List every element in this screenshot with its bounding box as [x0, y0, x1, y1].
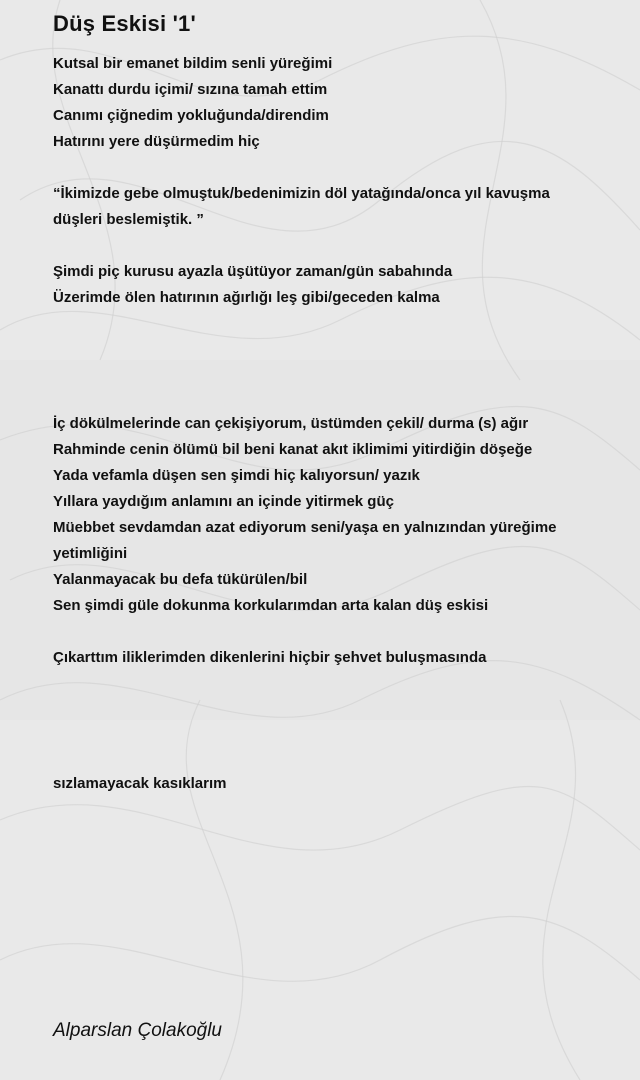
poem-section-1 — [53, 51, 600, 337]
stanza — [53, 51, 600, 155]
poem-line: Hatırını yere düşürmedim hiç — [53, 133, 260, 150]
poem-line: Müebbet sevdamdan azat ediyorum seni/yaşa en yalnızından yüreğime yetimliğini — [53, 519, 557, 562]
poem-line: Çıkarttım iliklerimden dikenlerini hiçbir şehvet buluşmasında — [53, 649, 487, 666]
poem-section-3 — [53, 771, 600, 823]
stanza — [53, 411, 600, 619]
poem-line: Yada vefamla düşen sen şimdi hiç kalıyorsun/ yazık — [53, 467, 420, 484]
poem-line: Kanattı durdu içimi/ sızına tamah ettim — [53, 81, 328, 98]
stanza — [53, 771, 600, 797]
stanza — [53, 181, 600, 233]
poem-line: Kutsal bir emanet bildim senli yüreğimi — [53, 55, 333, 72]
poem-line: sızlamayacak kasıklarım — [53, 775, 227, 792]
poem-section-2 — [53, 411, 600, 697]
poem-line: Üzerimde ölen hatırının ağırlığı leş gibi/geceden kalma — [53, 289, 440, 306]
poem-line: Sen şimdi güle dokunma korkularımdan arta kalan düş eskisi — [53, 597, 489, 614]
poem-line: Rahminde cenin ölümü bil beni kanat akıt iklimimi yitirdiğin döşeğe — [53, 441, 533, 458]
poem-author: Alparslan Çolakoğlu — [53, 1020, 222, 1041]
poem-line: Yalanmayacak bu defa tükürülen/bil — [53, 571, 308, 588]
poem-line: Canımı çiğnedim yokluğunda/direndim — [53, 107, 329, 124]
poem-line: Şimdi piç kurusu ayazla üşütüyor zaman/gün sabahında — [53, 263, 453, 280]
poem-title: Düş Eskisi '1' — [53, 11, 196, 36]
poem-line: İç dökülmelerinde can çekişiyorum, üstümden çekil/ durma (s) ağır — [53, 415, 529, 432]
poem-line: “İkimizde gebe olmuştuk/bedenimizin döl yatağında/onca yıl kavuşma düşleri beslemiştik. ” — [53, 185, 550, 228]
stanza — [53, 259, 600, 311]
poem-line: Yıllara yaydığım anlamını an içinde yitirmek güç — [53, 493, 394, 510]
stanza — [53, 645, 600, 671]
